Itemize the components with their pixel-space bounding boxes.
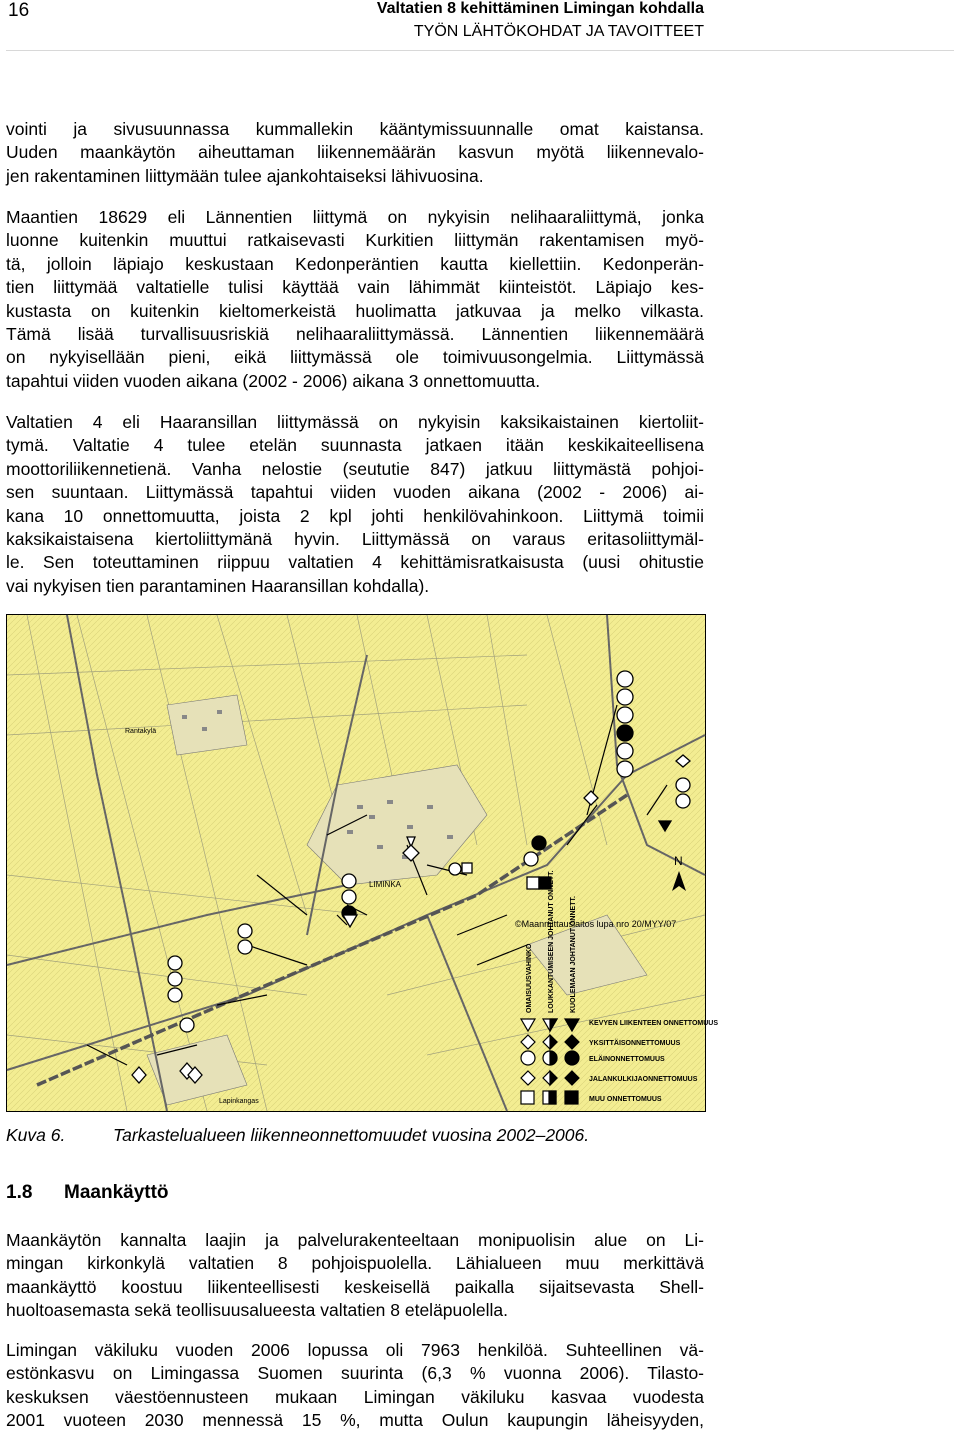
text-line: mingan kirkonkylä valtatien 8 pohjoispuolella. Lähialueen muu merkittävä [6,1253,704,1274]
place-liminka: LIMINKA [369,880,402,889]
accident-map [6,614,718,1112]
text-line: Valtatien 4 eli Haaransillan liittymässä on nykyisin kaksikaistainen kiertoliit- [6,412,704,432]
north-label: N [674,854,683,868]
text-line: sen suuntaan. Liittymässä tapahtui viiden vuoden aikana (2002 - 2006) ai- [6,482,704,503]
text-line: moottoriliikennetienä. Vanha nelostie (seututie 847) jatkuu liittymästä pohjoi- [6,458,704,479]
text-line: tä, jolloin läpiajo keskustaan Kedonperäntien kautta kiellettiin. Kedonperän- [6,253,704,274]
legend-col-injury: LOUKKANTUMISEEN JOHTANUT ONNETT. [548,870,555,1013]
text-line: luonne kuitenkin muuttui ratkaisevasti Kurkitien liittymän rakentamisen myö- [6,230,704,251]
text-line: kaksikaistaisena kiertoliittymänä hyvin. Liittymässä on varaus eritasoliittymäl- [6,529,704,550]
paragraph-4 [6,1229,704,1323]
figure-caption-text: Tarkastelualueen liikenneonnettomuudet vuosina 2002–2006. [113,1125,590,1145]
text-line: tymä. Valtatie 4 tulee etelän suunnasta jatkaen itään keskikaiteellisena [6,435,704,456]
text-line: maankäyttö koostuu liikenteellisesti keskeisellä paikalla sijaitsevasta Shell- [6,1276,704,1297]
text-line: tapahtui viiden vuoden aikana (2002 - 2006) aikana 3 onnettomuutta. [6,370,541,391]
section-title: Maankäyttö [64,1182,169,1203]
text-line: Maankäytön kannalta laajin ja palvelurakenteeltaan monipuolisin alue on Li- [6,1230,704,1250]
paragraph-5 [6,1339,704,1433]
legend-col-property: OMAISUUSVAHINKO [526,943,533,1013]
legend-col-fatal: KUOLEMAAN JOHTANUT ONNETT. [570,896,577,1013]
section-number: 1.8 [6,1182,33,1203]
text-line: kana 10 onnettomuutta, joista 2 kpl johti henkilövahinkoon. Liittymä toimii [6,505,704,526]
page-number: 16 [8,0,30,21]
text-line: tien liittymää valtatielle tulisi käyttää vain lähimmät kiinteistöt. Läpiajo kes- [6,277,704,298]
legend-row-animal: ELÄINONNETTOMUUS [589,1056,665,1063]
paragraph-2 [6,206,704,393]
text-line: vointi ja sivusuunnassa kummallekin kääntymissuunnalle omat kaistansa. [6,119,704,139]
place-lapinkangas: Lapinkangas [219,1098,259,1105]
legend-row-other: MUU ONNETTOMUUS [589,1096,662,1103]
text-line: vai nykyisen tien parantaminen Haaransillan kohdalla). [6,575,430,596]
text-line: on nykyisellään pieni, eikä liittymässä ole toimivuusongelmia. Liittymässä [6,347,704,368]
text-line: keskuksen väestöennusteen mukaan Limingan väkiluku kasvaa vuodesta [6,1386,704,1407]
map-copyright: ©Maanmittauslaitos lupa nro 20/MYY/07 [515,919,677,929]
text-line: Tämä lisää turvallisuusriskiä nelihaaraliittymässä. Lännentien liikennemäärä [6,324,704,345]
document-title: Valtatien 8 kehittäminen Limingan kohdalla [376,0,704,17]
document-subtitle: TYÖN LÄHTÖKOHDAT JA TAVOITTEET [413,23,704,40]
text-line: Limingan väkiluku vuoden 2006 lopussa oli 7963 henkilöä. Suhteellinen vä- [6,1340,704,1360]
legend-row-pedestrian: JALANKULKIJAONNETTOMUUS [589,1076,698,1083]
figure-caption [6,1125,589,1146]
section-heading [6,1182,169,1204]
text-line: Uuden maankäytön aiheuttaman liikennemäärän kasvun myötä liikennevalo- [6,142,704,163]
text-line: huoltoasemasta sekä teollisuusalueesta valtatien 8 eteläpuolella. [6,1300,508,1321]
legend-row-light: KEVYEN LIIKENTEEN ONNETTOMUUS [589,1020,718,1027]
place-rantakyla: Rantakylä [125,728,157,735]
text-line: le. Sen toteuttaminen riippuu valtatien 4 kehittämisratkaisusta (uusi ohitustie [6,552,704,573]
paragraph-3 [6,411,704,598]
text-line: kustasta on kuitenkin kieltomerkeistä huolimatta jatkuvaa ja melko vilkasta. [6,300,704,321]
text-line: 2001 vuoteen 2030 mennessä 15 %, mutta Oulun kaupungin läheisyyden, [6,1410,704,1431]
paragraph-1 [6,118,704,188]
figure-label: Kuva 6. [6,1125,66,1145]
text-line: jen rakentaminen liittymään tulee ajankohtaiseksi lähivuosina. [6,165,484,186]
legend-row-single: YKSITTÄISONNETTOMUUS [589,1040,681,1047]
text-line: estönkasvu on Limingassa Suomen suurinta (6,3 % vuonna 2006). Tilasto- [6,1363,704,1384]
text-line: Maantien 18629 eli Lännentien liittymä on nykyisin nelihaaraliittymä, jonka [6,207,704,227]
header-divider [6,50,954,51]
